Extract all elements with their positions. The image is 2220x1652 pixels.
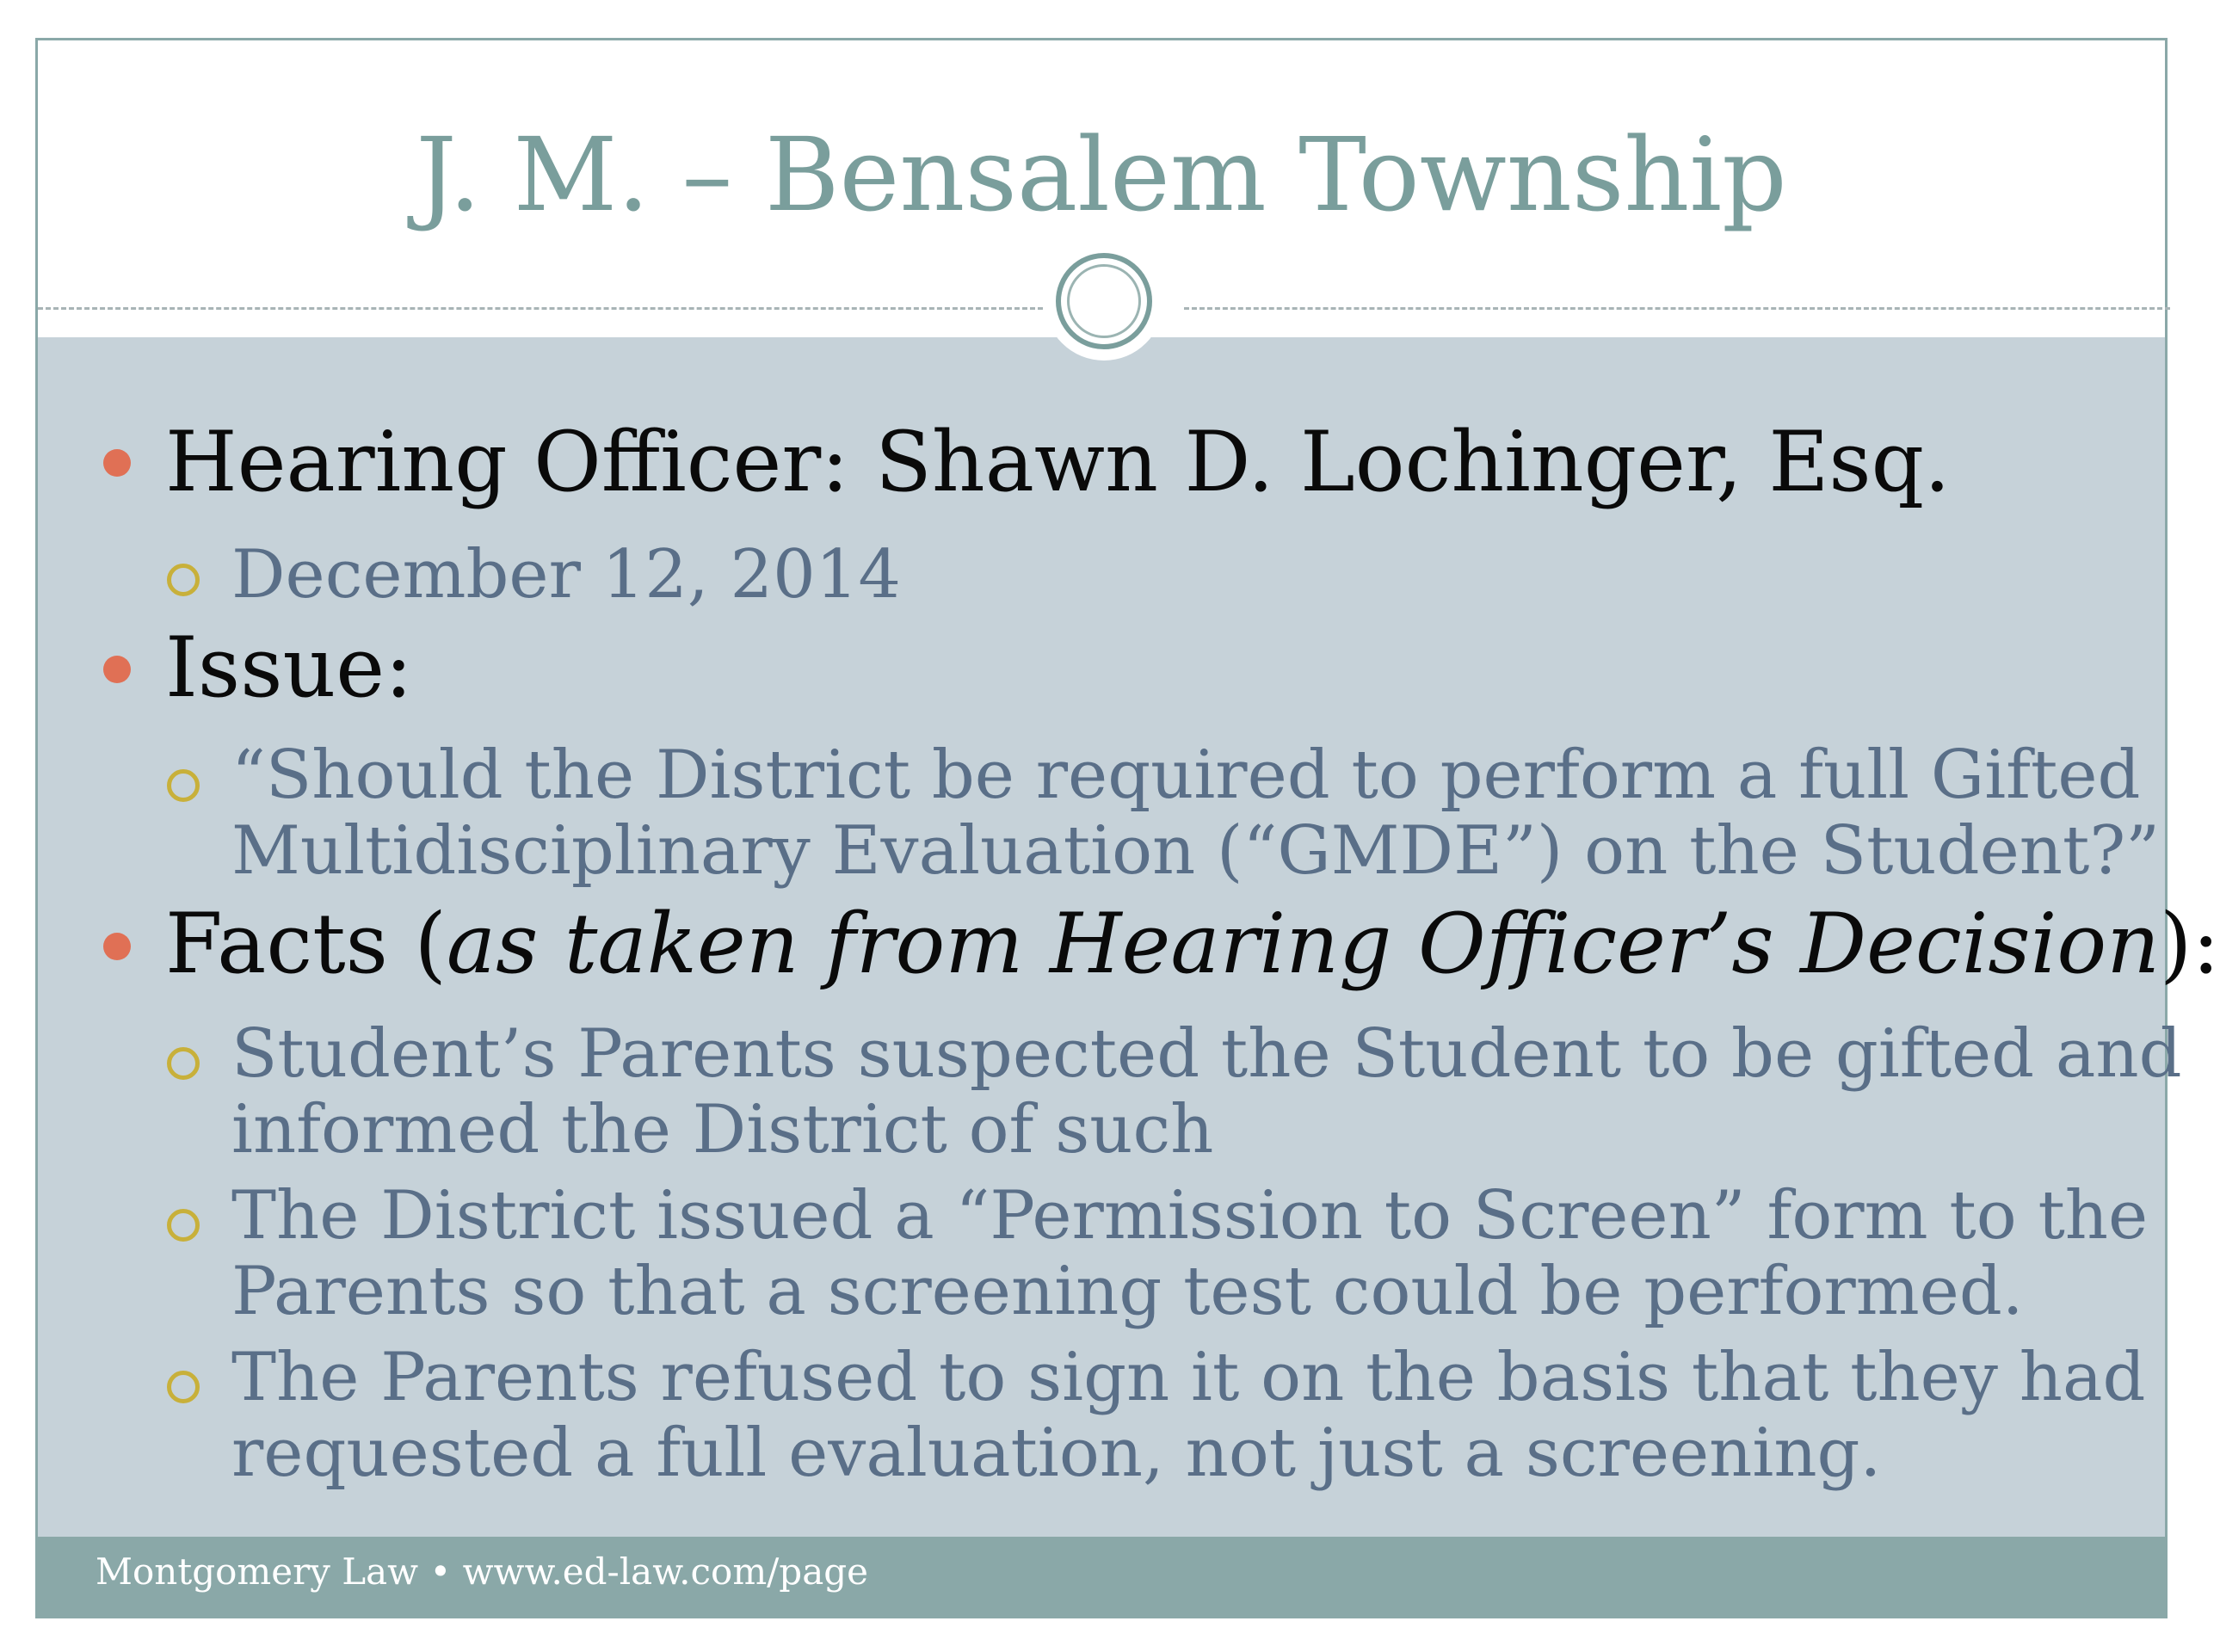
title-divider-left [38,307,1043,310]
sub-bullet-fact-3 [231,1339,2146,1492]
sub-bullet-ring-icon [167,1047,200,1080]
bullet-issue: Issue: [165,620,413,716]
footer-bar [38,1537,2165,1616]
sub-bullet-line: “Should the District be required to perform a full Gifted [231,737,2141,814]
facts-label-end: ): [2160,896,2220,992]
sub-bullet-line: informed the District of such [231,1091,1214,1168]
sub-bullet-fact-1 [231,1015,2182,1168]
bullet-dot-icon [103,449,131,477]
sub-bullet-line: December 12, 2014 [231,536,902,613]
sub-bullet-line: The District issued a “Permission to Screen” form to the [231,1177,2149,1254]
bullet-dot-icon [103,933,131,960]
sub-bullet-line: Parents so that a screening test could be performed. [231,1253,2024,1330]
slide [35,38,2220,1618]
sub-bullet-ring-icon [167,564,200,596]
bullet-facts [165,896,2220,992]
facts-source-italic: as taken from Hearing Officer’s Decision [446,896,2161,992]
sub-bullet-ring-icon [167,1209,200,1242]
title-divider-right [1184,307,2170,310]
slide-title: J. M. – Bensalem Township [416,115,1787,234]
sub-bullet-ring-icon [167,1371,200,1403]
bullet-dot-icon [103,656,131,683]
medallion-inner-circle-icon [1067,264,1141,338]
sub-bullet-line: requested a full evaluation, not just a screening. [231,1415,1882,1492]
sub-bullet-date [231,537,2073,613]
sub-bullet-line: Multidisciplinary Evaluation (“GMDE”) on the Student?” [231,812,2161,890]
sub-bullet-line: Student’s Parents suspected the Student to be gifted and [231,1015,2182,1093]
facts-label: Facts ( [165,896,447,992]
bullet-hearing-officer: Hearing Officer: Shawn D. Lochinger, Esq. [165,414,1951,510]
sub-bullet-issue-question [231,737,2161,890]
sub-bullet-fact-2 [231,1177,2149,1330]
sub-bullet-ring-icon [167,769,200,802]
content-area [38,337,2220,1581]
footer-text: Montgomery Law • www.ed-law.com/page [96,1550,868,1593]
sub-bullet-line: The Parents refused to sign it on the basis that they had [231,1339,2146,1416]
